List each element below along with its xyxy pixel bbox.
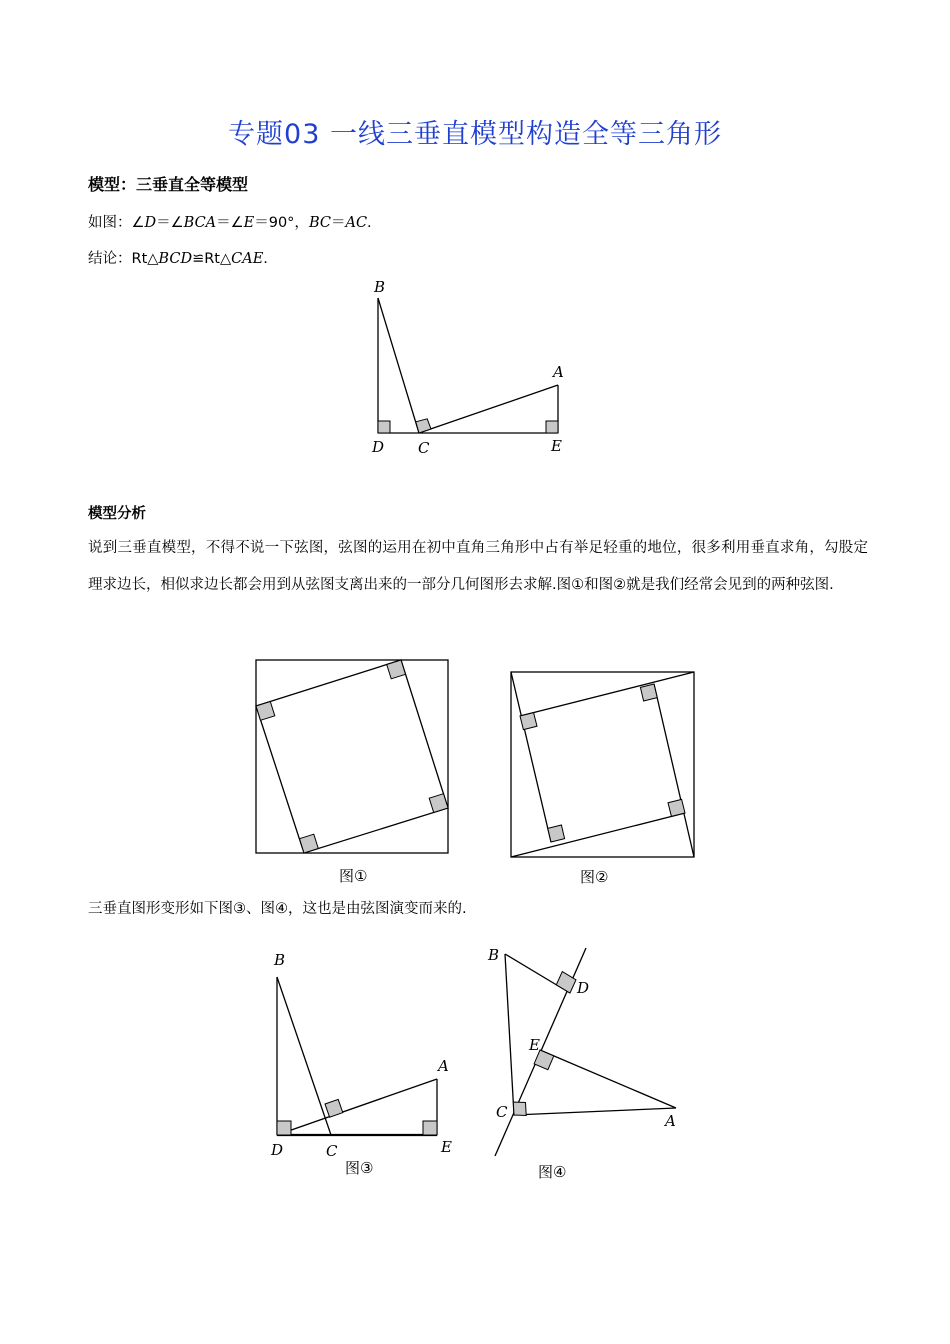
given-part: ＝∠ — [216, 215, 244, 231]
fig4-label-e: E — [529, 1036, 540, 1054]
given-part: ＝∠ — [156, 215, 184, 231]
fig3-right-angle-mark — [325, 1099, 343, 1117]
given-part: BCA — [183, 215, 217, 231]
fig4-label-d: D — [577, 979, 590, 997]
transition-text: 三垂直图形变形如下图③、图④，这也是由弦图演变而来的. — [88, 901, 467, 917]
fig3-caption: 图③ — [345, 1159, 374, 1177]
fig3-right-angle-mark-d — [277, 1121, 291, 1135]
label-d: D — [372, 438, 385, 456]
conclusion-part: . — [263, 251, 268, 267]
given-part: AC — [345, 215, 368, 231]
given-part: . — [367, 215, 372, 231]
conclusion-part: CAE — [231, 251, 264, 267]
fig3-label-e: E — [441, 1138, 452, 1156]
fig4-segment-bc — [505, 954, 514, 1115]
given-part: ＝ — [330, 215, 346, 231]
fig4-caption: 图④ — [538, 1163, 567, 1181]
label-a: A — [553, 363, 564, 381]
label-b: B — [374, 278, 386, 296]
fig4-label-c: C — [496, 1103, 508, 1121]
given-prefix: 如图： — [88, 215, 132, 231]
fig4-right-angle-mark-d — [556, 972, 576, 993]
section-heading-model: 模型：三垂直全等模型 — [88, 175, 249, 194]
page-title: 专题03 一线三垂直模型构造全等三角形 — [228, 119, 722, 150]
fig4-right-angle-mark-c — [513, 1102, 526, 1116]
fig3-label-a: A — [438, 1057, 449, 1075]
conclusion-part: ≌Rt△ — [192, 251, 232, 267]
given-part: ∠ — [131, 215, 145, 231]
given-part: E — [243, 215, 255, 231]
conclusion-part: △ — [147, 251, 159, 267]
label-e: E — [551, 437, 562, 455]
fig3-segment-da — [277, 1079, 437, 1135]
conclusion-part: Rt — [131, 251, 148, 267]
fig4-segment-ea — [540, 1050, 676, 1108]
fig2-caption: 图② — [580, 868, 609, 886]
fig3-segment-bc — [277, 977, 331, 1135]
fig3-label-c: C — [326, 1142, 338, 1160]
analysis-paragraph: 说到三垂直模型，不得不说一下弦图，弦图的运用在初中直角三角形中占有举足轻重的地位，很多利用垂直求角，勾股定理求边长，相似求边长都会用到从弦图支离出来的一部分几何图形去求解.图①和图②就是我们经常会见到的两种弦图. — [88, 540, 868, 593]
fig1-caption: 图① — [339, 867, 368, 885]
conclusion-part: BCD — [158, 251, 193, 267]
fig3-right-angle-mark-e — [423, 1121, 437, 1135]
section-heading-analysis: 模型分析 — [88, 506, 146, 522]
given-part: BC — [308, 215, 331, 231]
given-part: D — [144, 215, 157, 231]
conclusion-prefix: 结论： — [88, 251, 132, 267]
fig4-label-b: B — [488, 946, 500, 964]
label-c: C — [418, 439, 430, 457]
fig4-segment-ca — [514, 1108, 676, 1115]
fig3-label-d: D — [271, 1141, 284, 1159]
fig4-label-a: A — [665, 1112, 676, 1130]
given-part: ＝90°， — [254, 215, 309, 231]
fig3-label-b: B — [274, 951, 286, 969]
